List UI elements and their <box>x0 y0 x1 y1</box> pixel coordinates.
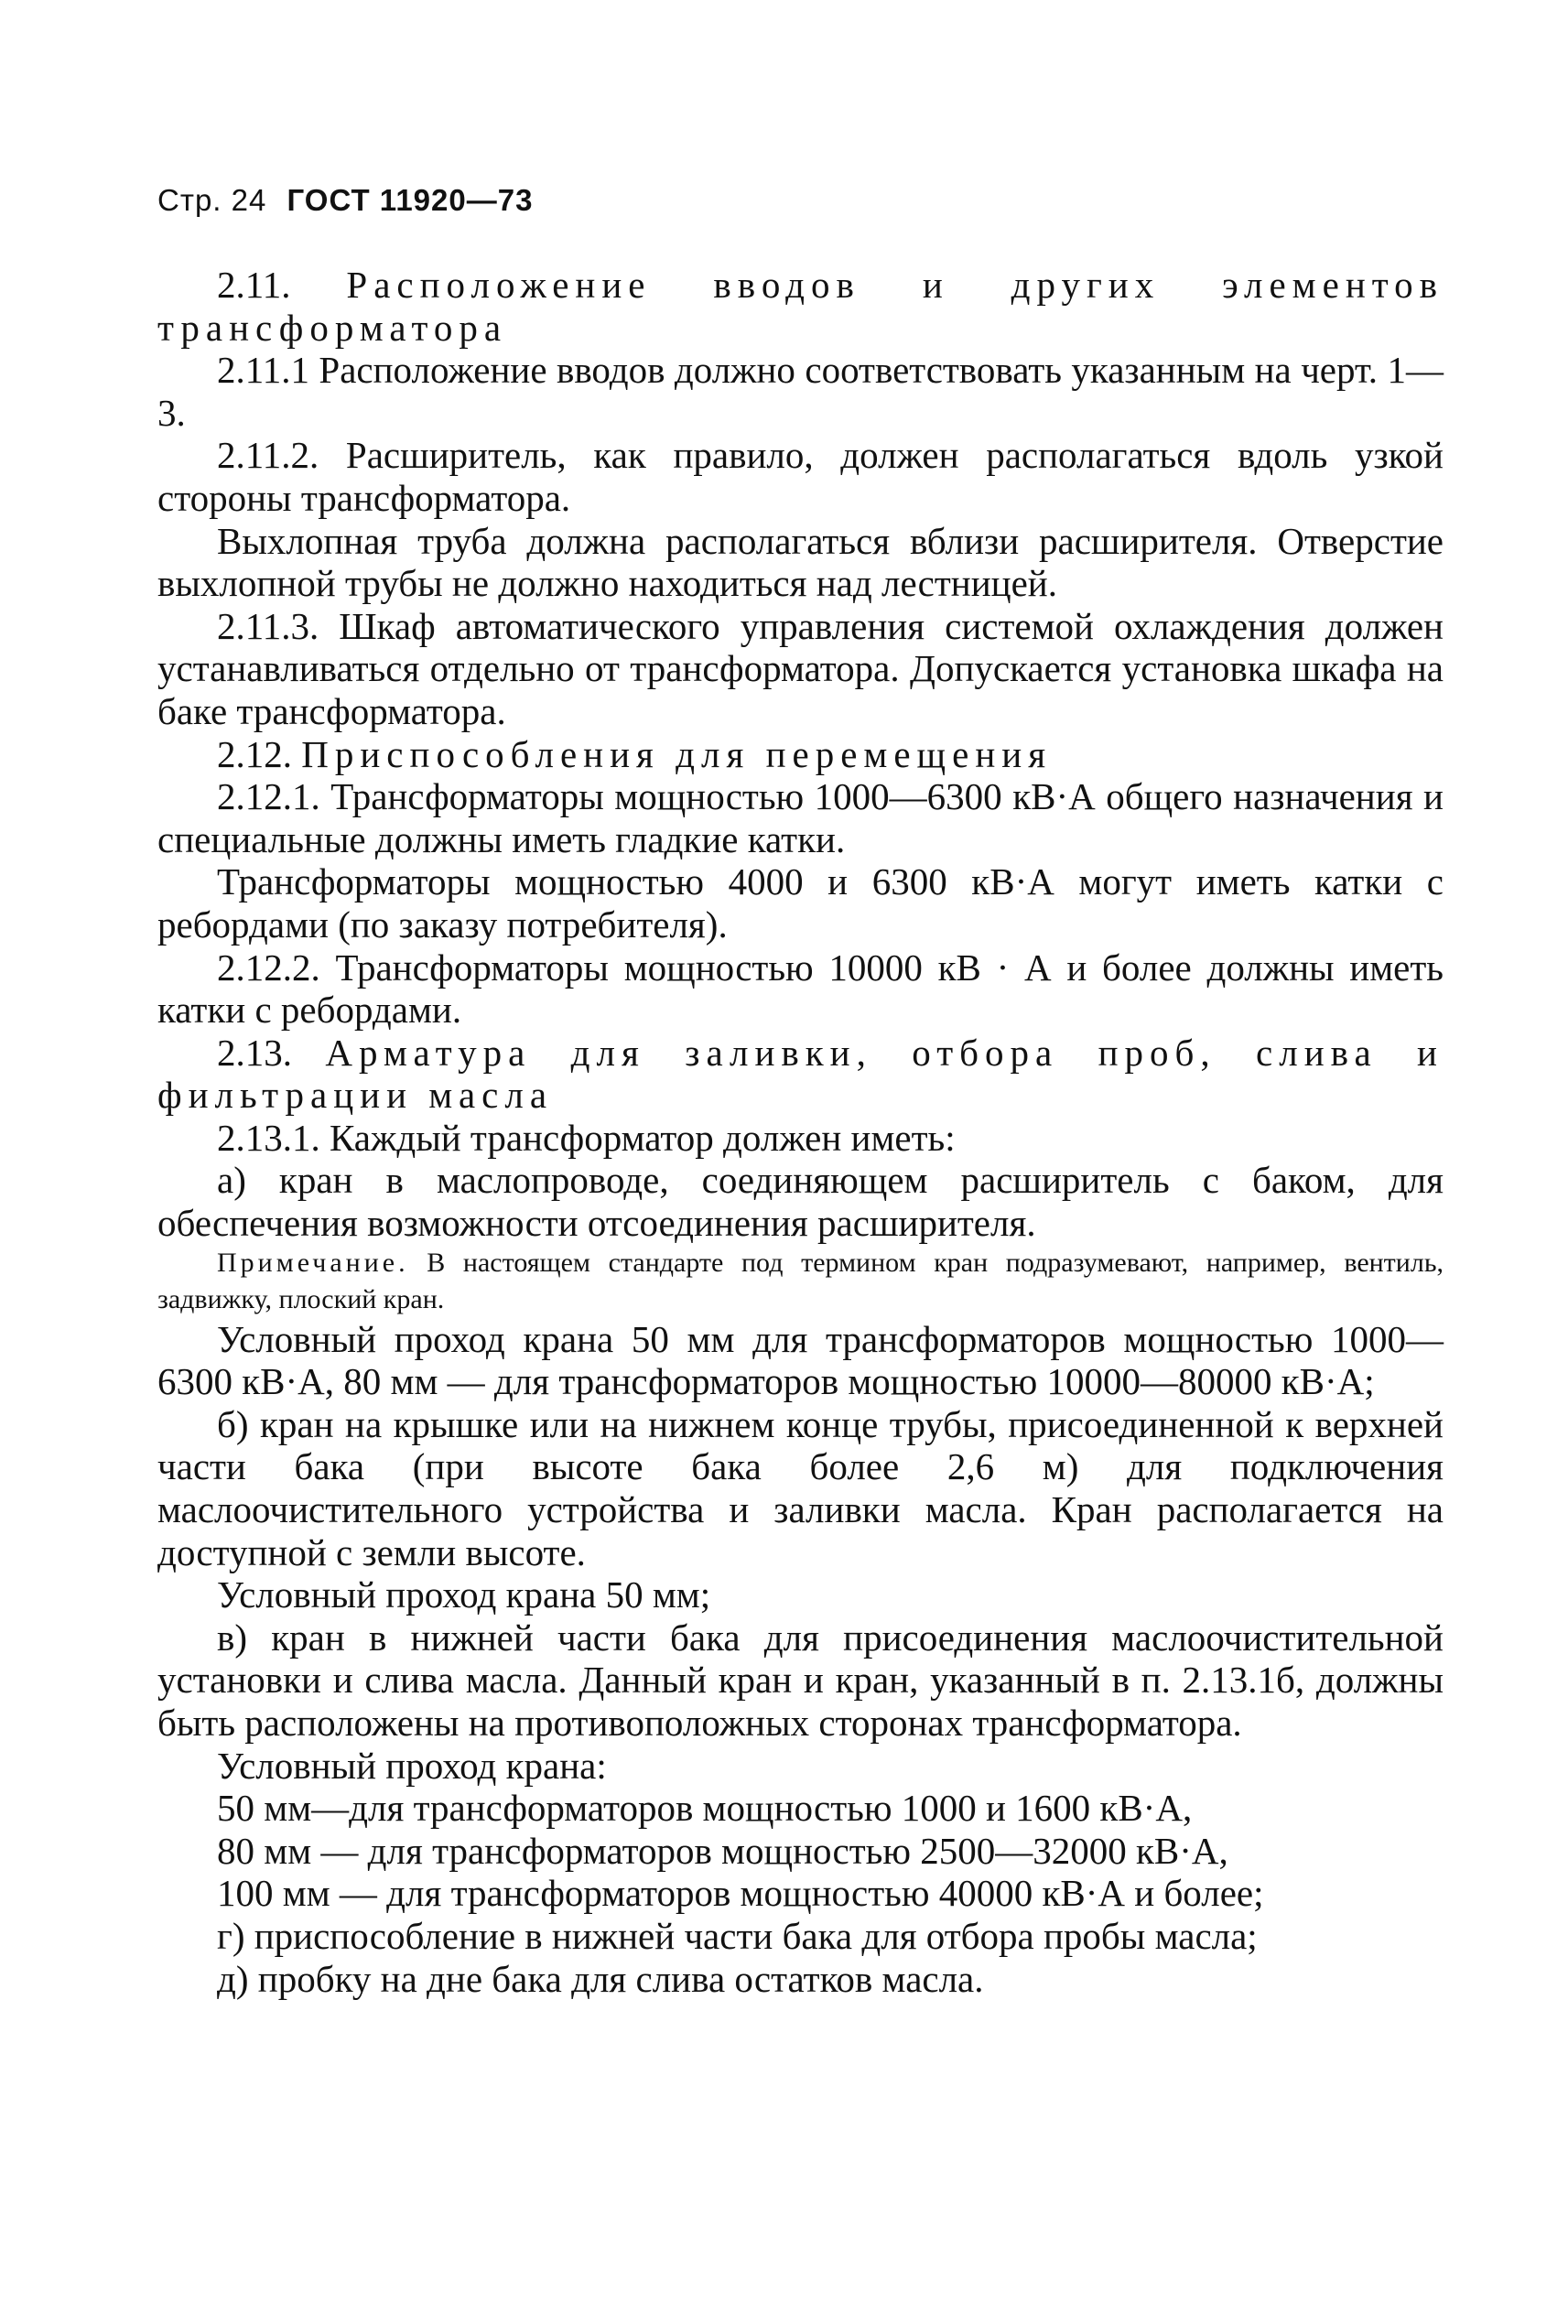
list-item-g: г) приспособление в нижней части бака для отбора пробы масла; <box>217 1914 1258 1957</box>
paragraph-flanges: Трансформаторы мощностью 4000 и 6300 кВ·А могут иметь катки с ребордами (по заказу потребителя). <box>157 860 1444 946</box>
paragraph-passage-2: Условный проход крана 50 мм; <box>217 1573 711 1616</box>
section-number: 2.13. <box>217 1031 292 1074</box>
paragraph-2-12-2: 2.12.2. Трансформаторы мощностью 10000 кВ · А и более должны иметь катки с ребордами. <box>157 946 1444 1032</box>
page-header <box>157 183 1444 218</box>
paragraph-2-11-2: 2.11.2. Расширитель, как правило, должен располагаться вдоль узкой стороны трансформатора. <box>157 434 1444 519</box>
passage-100mm: 100 мм — для трансформаторов мощностью 40000 кВ·А и более; <box>217 1872 1264 1915</box>
section-title: Расположение вводов и других элементов трансформатора <box>157 264 1444 349</box>
paragraph-2-11-3: 2.11.3. Шкаф автоматического управления системой охлаждения должен устанавливаться отдельно от трансформатора. Допускается установка шкафа на баке трансформатора. <box>157 604 1444 732</box>
section-title: Арматура для заливки, отбора проб, слива и фильтрации масла <box>157 1031 1444 1117</box>
section-number: 2.12. <box>217 732 292 775</box>
list-item-b: б) кран на крышке или на нижнем конце трубы, присоединенной к верхней части бака (при высоте бака более 2,6 м) для подключения маслоочистительного устройства и заливки масла. Кран располагается на доступной с земли высоте. <box>157 1402 1444 1573</box>
paragraph-passage-3: Условный проход крана: <box>217 1744 607 1787</box>
paragraph-2-12-1: 2.12.1. Трансформаторы мощностью 1000—6300 кВ·А общего назначения и специальные должны иметь гладкие катки. <box>157 775 1444 860</box>
page-number: Стр. 24 <box>157 183 267 217</box>
note-text: В настоящем стандарте под термином кран подразумевают, например, вентиль, задвижку, плоский кран. <box>157 1247 1444 1314</box>
section-2-12-heading <box>157 733 1444 776</box>
note <box>157 1245 1444 1318</box>
document-page <box>157 183 1444 2000</box>
section-number: 2.11. <box>217 264 291 306</box>
paragraph-2-11-1: 2.11.1 Расположение вводов должно соответствовать указанным на черт. 1—3. <box>157 349 1444 434</box>
paragraph-exhaust: Выхлопная труба должна располагаться вблизи расширителя. Отверстие выхлопной трубы не должно находиться над лестницей. <box>157 519 1444 605</box>
list-item-d: д) пробку на дне бака для слива остатков масла. <box>217 1957 984 2000</box>
standard-code: ГОСТ 11920—73 <box>287 183 534 217</box>
passage-80mm: 80 мм — для трансформаторов мощностью 2500—32000 кВ·А, <box>217 1829 1228 1872</box>
section-2-13-heading <box>157 1032 1444 1117</box>
paragraph-passage-1: Условный проход крана 50 мм для трансформаторов мощностью 1000—6300 кВ·А, 80 мм — для трансформаторов мощностью 10000—80000 кВ·А; <box>157 1317 1444 1403</box>
document-body <box>157 264 1444 2000</box>
list-item-a: а) кран в маслопроводе, соединяющем расширитель с баком, для обеспечения возможности отсоединения расширителя. <box>157 1159 1444 1245</box>
passage-50mm: 50 мм—для трансформаторов мощностью 1000 и 1600 кВ·А, <box>217 1787 1193 1830</box>
note-label: Примечание. <box>217 1247 409 1278</box>
section-title: Приспособления для перемещения <box>301 732 1053 775</box>
paragraph-2-13-1: 2.13.1. Каждый трансформатор должен иметь: <box>217 1116 956 1159</box>
list-item-v: в) кран в нижней части бака для присоединения маслоочистительной установки и слива масла. Данный кран и кран, указанный в п. 2.13.1б, должны быть расположены на противоположных сторонах трансформатора. <box>157 1616 1444 1744</box>
section-2-11-heading <box>157 264 1444 349</box>
